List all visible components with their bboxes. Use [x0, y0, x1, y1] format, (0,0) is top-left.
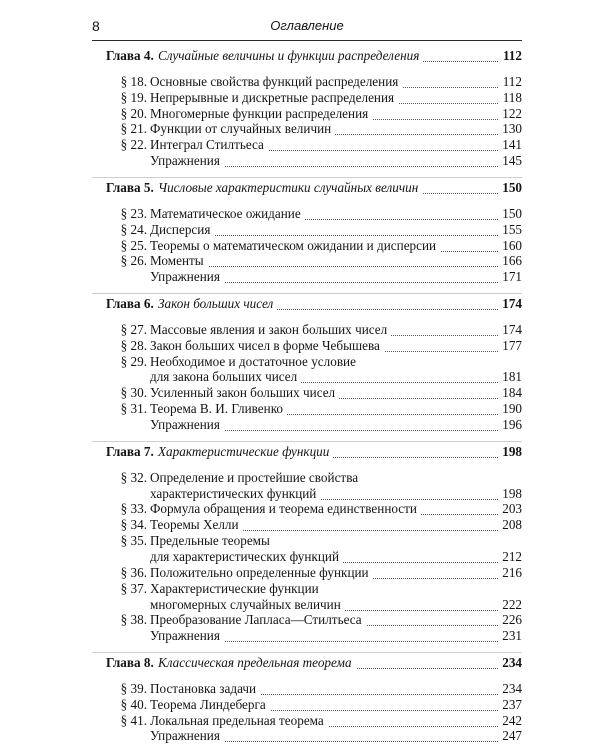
toc-entry-row[interactable] — [0, 501, 600, 517]
page-ref: 112 — [499, 48, 522, 64]
toc-entry-row[interactable] — [0, 269, 600, 285]
section-number: § 19. — [120, 89, 147, 105]
toc-entry-row[interactable] — [0, 322, 600, 338]
toc-chapter-row[interactable] — [0, 180, 600, 196]
section-title: Непрерывные и дискретные распределения — [150, 90, 398, 106]
page-ref: 234 — [498, 681, 522, 697]
toc-entry-row[interactable] — [0, 121, 600, 137]
section-title: Функции от случайных величин — [150, 121, 335, 137]
chapter-number: Глава 8. — [106, 655, 154, 671]
section-title: Теорема В. И. Гливенко — [150, 401, 287, 417]
toc-entry-row[interactable] — [0, 385, 600, 401]
toc-entry-row[interactable] — [0, 533, 600, 549]
section-title: Необходимое и достаточное условие — [150, 354, 360, 370]
section-number: § 35. — [120, 533, 147, 549]
page-number: 8 — [92, 18, 100, 34]
page-ref: 181 — [498, 369, 522, 385]
toc-entry-row[interactable] — [0, 90, 600, 106]
page-ref: 198 — [498, 486, 522, 502]
chapter-number: Глава 5. — [106, 179, 154, 195]
section-title: Основные свойства функций распределения — [150, 74, 402, 90]
section-number: § 30. — [120, 385, 147, 401]
section-number: § 28. — [120, 337, 147, 353]
toc-entry-row[interactable] — [0, 369, 600, 385]
section-title: многомерных случайных величин — [150, 597, 345, 613]
section-number: § 20. — [120, 105, 147, 121]
section-title: Массовые явления и закон больших чисел — [150, 322, 391, 338]
section-title: Теорема Линдеберга — [150, 697, 270, 713]
chapter-separator — [92, 441, 522, 442]
section-number: § 32. — [120, 469, 147, 485]
chapter-number: Глава 4. — [106, 48, 154, 63]
toc-chapter-row[interactable] — [0, 444, 600, 460]
toc-chapter-row[interactable] — [0, 48, 600, 64]
running-title: Оглавление — [270, 18, 344, 33]
section-title: Многомерные функции распределения — [150, 106, 372, 122]
toc-entry-row[interactable] — [0, 728, 600, 744]
section-title: Постановка задачи — [150, 681, 260, 697]
section-number: § 24. — [120, 221, 147, 237]
page-ref: 150 — [498, 180, 522, 196]
toc-entry-row[interactable] — [0, 470, 600, 486]
section-number: § 18. — [120, 73, 147, 89]
chapter-title: Числовые характеристики случайных величин — [158, 180, 422, 196]
section-number: § 41. — [120, 712, 147, 728]
section-number: § 26. — [120, 253, 147, 269]
section-title: Упражнения — [150, 269, 224, 285]
page-ref: 247 — [498, 728, 522, 744]
page-ref: 237 — [498, 697, 522, 713]
page-ref: 160 — [498, 238, 522, 254]
chapter-title: Закон больших чисел — [158, 296, 277, 312]
page-ref: 171 — [498, 269, 522, 285]
toc-entry-row[interactable] — [0, 153, 600, 169]
section-title: Упражнения — [150, 728, 224, 744]
page-ref: 177 — [498, 338, 522, 354]
page-ref: 190 — [498, 401, 522, 417]
section-number: § 40. — [120, 696, 147, 712]
toc-entry-row[interactable] — [0, 697, 600, 713]
toc-entry-row[interactable] — [0, 581, 600, 597]
section-number: § 36. — [120, 564, 147, 580]
section-number: § 23. — [120, 205, 147, 221]
section-title: для закона больших чисел — [150, 369, 301, 385]
section-title: Упражнения — [150, 417, 224, 433]
section-title: Усиленный закон больших чисел — [150, 385, 339, 401]
toc-entry-row[interactable] — [0, 253, 600, 269]
chapter-separator — [92, 177, 522, 178]
chapter-number: Глава 6. — [106, 296, 154, 312]
toc-entry-row[interactable] — [0, 597, 600, 613]
page-ref: 174 — [498, 296, 522, 312]
section-title: для характеристических функций — [150, 549, 343, 565]
section-title: Определение и простейшие свойства — [150, 470, 362, 486]
chapter-number: Глава 7. — [106, 443, 154, 459]
page-ref: 196 — [498, 417, 522, 433]
section-title: Моменты — [150, 253, 208, 269]
toc-chapter-row[interactable] — [0, 655, 600, 671]
page-ref: 226 — [498, 612, 522, 628]
page-ref: 231 — [498, 628, 522, 644]
toc-chapter-row[interactable] — [0, 296, 600, 312]
section-title: характеристических функций — [150, 486, 320, 502]
toc-entry-row[interactable] — [0, 206, 600, 222]
section-title: Дисперсия — [150, 222, 214, 238]
chapter-separator — [92, 652, 522, 653]
toc-entry-row[interactable] — [0, 713, 600, 729]
page-ref: 242 — [498, 713, 522, 729]
section-number: § 39. — [120, 680, 147, 696]
chapter-title: Классическая предельная теорема — [158, 655, 356, 671]
toc-entry-row[interactable] — [0, 106, 600, 122]
section-title: Характеристические функции — [150, 581, 323, 597]
section-number: § 21. — [120, 121, 147, 137]
page-ref: 155 — [498, 222, 522, 238]
toc-entry-row[interactable] — [0, 338, 600, 354]
section-title: Теоремы Хелли — [150, 517, 243, 533]
chapter-title: Случайные величины и функции распределения — [158, 48, 423, 64]
section-title: Математическое ожидание — [150, 206, 305, 222]
toc-entry-row[interactable] — [0, 681, 600, 697]
page-ref: 198 — [498, 444, 522, 460]
section-number: § 34. — [120, 517, 147, 533]
toc-entry-row[interactable] — [0, 612, 600, 628]
page-ref: 208 — [498, 517, 522, 533]
section-title: Предельные теоремы — [150, 533, 274, 549]
toc-entry-row[interactable] — [0, 137, 600, 153]
toc-entry-row[interactable] — [0, 222, 600, 238]
section-number: § 25. — [120, 237, 147, 253]
section-number: § 37. — [120, 580, 147, 596]
toc-entry-row[interactable] — [0, 354, 600, 370]
section-number: § 22. — [120, 137, 147, 153]
toc-entry-row[interactable] — [0, 74, 600, 90]
section-title: Преобразование Лапласа—Стилтьеса — [150, 612, 366, 628]
page-ref: 118 — [499, 90, 522, 106]
section-title: Закон больших чисел в форме Чебышева — [150, 338, 384, 354]
page-ref: 112 — [499, 74, 522, 90]
page-ref: 212 — [498, 549, 522, 565]
section-number: § 31. — [120, 401, 147, 417]
page-ref: 216 — [498, 565, 522, 581]
page-ref: 234 — [498, 655, 522, 671]
toc-entry-row[interactable] — [0, 238, 600, 254]
section-title: Теоремы о математическом ожидании и дисперсии — [150, 238, 440, 254]
section-title: Интеграл Стилтьеса — [150, 137, 268, 153]
page-ref: 203 — [498, 501, 522, 517]
toc-entry-row[interactable] — [0, 486, 600, 502]
toc-entry-row[interactable] — [0, 401, 600, 417]
toc-entry-row[interactable] — [0, 628, 600, 644]
page-ref: 166 — [498, 253, 522, 269]
toc-entry-row[interactable] — [0, 549, 600, 565]
page-ref: 222 — [498, 597, 522, 613]
section-title: Локальная предельная теорема — [150, 713, 328, 729]
toc-entry-row[interactable] — [0, 517, 600, 533]
toc-entry-row[interactable] — [0, 417, 600, 433]
section-title: Формула обращения и теорема единственности — [150, 501, 421, 517]
page-ref: 130 — [498, 121, 522, 137]
section-number: § 38. — [120, 612, 147, 628]
section-title: Упражнения — [150, 628, 224, 644]
section-title: Упражнения — [150, 153, 224, 169]
page-ref: 145 — [498, 153, 522, 169]
chapter-title: Характеристические функции — [158, 444, 333, 460]
page-ref: 174 — [498, 322, 522, 338]
section-title: Положительно определенные функции — [150, 565, 373, 581]
toc-entry-row[interactable] — [0, 565, 600, 581]
page-ref: 184 — [498, 385, 522, 401]
chapter-separator — [92, 293, 522, 294]
page-ref: 122 — [498, 106, 522, 122]
page-ref: 150 — [498, 206, 522, 222]
section-number: § 27. — [120, 321, 147, 337]
section-number: § 29. — [120, 353, 147, 369]
page-ref: 141 — [498, 137, 522, 153]
section-number: § 33. — [120, 501, 147, 517]
